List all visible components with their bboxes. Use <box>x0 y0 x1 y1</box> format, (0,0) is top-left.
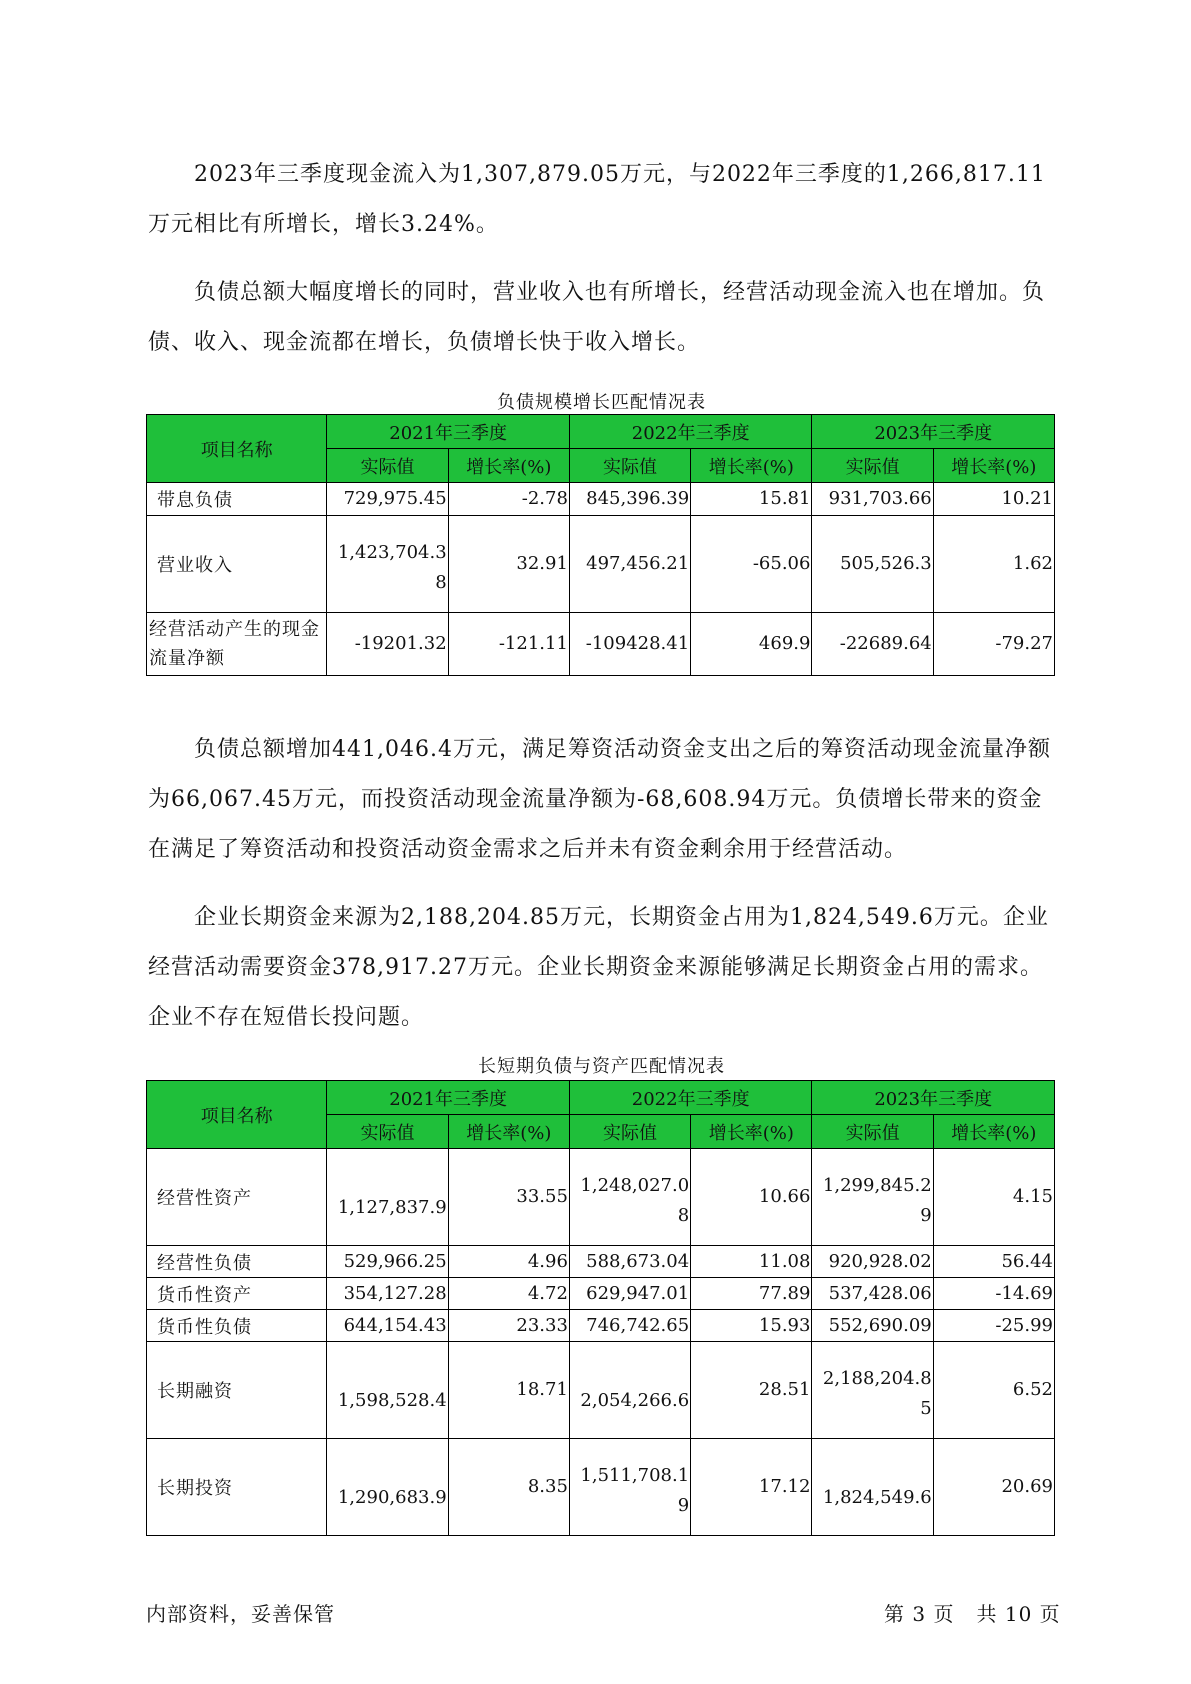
header-growth: 增长率(%) <box>448 1115 569 1149</box>
cell: 6.52 <box>933 1342 1054 1439</box>
table-row <box>147 483 1055 516</box>
cell: 1,248,027.08 <box>569 1149 690 1246</box>
row-label: 货币性资产 <box>147 1278 327 1310</box>
paragraph-long-term-funds: 企业长期资金来源为2,188,204.85万元，长期资金占用为1,824,549.6万元。企业经营活动需要资金378,917.27万元。企业长期资金来源能够满足长期资金占用的需求。企业不存在短借长投问题。 <box>148 905 1049 1030</box>
cell: 845,396.39 <box>569 483 690 516</box>
table-row <box>147 1278 1055 1310</box>
footer-page-number: 第 3 页 共 10 页 <box>884 1602 1061 1626</box>
header-2021: 2021年三季度 <box>327 415 570 449</box>
table-row <box>147 1149 1055 1246</box>
cell: 537,428.06 <box>812 1278 933 1310</box>
cell: 2,188,204.85 <box>812 1342 933 1439</box>
cell: 469.9 <box>691 613 812 676</box>
cell: 4.96 <box>448 1246 569 1278</box>
cell: 1,423,704.38 <box>327 516 448 613</box>
cell: 1,598,528.4 <box>327 1342 448 1439</box>
cell: 529,966.25 <box>327 1246 448 1278</box>
cell: 746,742.65 <box>569 1310 690 1342</box>
cell: 1,824,549.6 <box>812 1439 933 1536</box>
table-row <box>147 1246 1055 1278</box>
cell: -2.78 <box>448 483 569 516</box>
header-actual: 实际值 <box>812 1115 933 1149</box>
header-growth: 增长率(%) <box>448 449 569 483</box>
row-label: 经营性资产 <box>147 1149 327 1246</box>
header-actual: 实际值 <box>327 449 448 483</box>
header-2022: 2022年三季度 <box>569 1081 812 1115</box>
cell: 20.69 <box>933 1439 1054 1536</box>
table2-caption: 长短期负债与资产匹配情况表 <box>478 1056 725 1077</box>
cell: 4.15 <box>933 1149 1054 1246</box>
cell: 931,703.66 <box>812 483 933 516</box>
header-item-name: 项目名称 <box>147 415 327 483</box>
table-row <box>147 1310 1055 1342</box>
header-2023: 2023年三季度 <box>812 415 1055 449</box>
cell: 644,154.43 <box>327 1310 448 1342</box>
cell: 505,526.3 <box>812 516 933 613</box>
table-row <box>147 516 1055 613</box>
header-growth: 增长率(%) <box>691 449 812 483</box>
cell: -25.99 <box>933 1310 1054 1342</box>
cell: 1,299,845.29 <box>812 1149 933 1246</box>
cell: 1,511,708.19 <box>569 1439 690 1536</box>
cell: 15.81 <box>691 483 812 516</box>
cell: 28.51 <box>691 1342 812 1439</box>
cell: 552,690.09 <box>812 1310 933 1342</box>
row-label: 长期投资 <box>147 1439 327 1536</box>
cell: 10.21 <box>933 483 1054 516</box>
table1-caption: 负债规模增长匹配情况表 <box>497 392 706 413</box>
header-growth: 增长率(%) <box>933 1115 1054 1149</box>
row-label: 带息负债 <box>147 483 327 516</box>
header-item-name: 项目名称 <box>147 1081 327 1149</box>
debt-scale-table <box>146 414 1055 676</box>
asset-liability-table <box>146 1080 1055 1536</box>
cell: 497,456.21 <box>569 516 690 613</box>
cell: 920,928.02 <box>812 1246 933 1278</box>
cell: -19201.32 <box>327 613 448 676</box>
cell: -121.11 <box>448 613 569 676</box>
cell: 17.12 <box>691 1439 812 1536</box>
cell: 354,127.28 <box>327 1278 448 1310</box>
row-label: 长期融资 <box>147 1342 327 1439</box>
row-label: 经营活动产生的现金流量净额 <box>147 613 327 676</box>
cell: 33.55 <box>448 1149 569 1246</box>
header-2022: 2022年三季度 <box>569 415 812 449</box>
paragraph-financing: 负债总额增加441,046.4万元，满足筹资活动资金支出之后的筹资活动现金流量净额为66,067.45万元，而投资活动现金流量净额为-68,608.94万元。负债增长带来的资金在满足了筹资活动和投资活动资金需求之后并未有资金剩余用于经营活动。 <box>148 737 1051 862</box>
table-row <box>147 613 1055 676</box>
header-actual: 实际值 <box>327 1115 448 1149</box>
cell: 18.71 <box>448 1342 569 1439</box>
cell: 1.62 <box>933 516 1054 613</box>
paragraph-debt-growth: 负债总额大幅度增长的同时，营业收入也有所增长，经营活动现金流入也在增加。负债、收入、现金流都在增长，负债增长快于收入增长。 <box>148 280 1046 355</box>
cell: 10.66 <box>691 1149 812 1246</box>
table-row <box>147 1439 1055 1536</box>
cell: 629,947.01 <box>569 1278 690 1310</box>
header-growth: 增长率(%) <box>691 1115 812 1149</box>
cell: 588,673.04 <box>569 1246 690 1278</box>
row-label: 货币性负债 <box>147 1310 327 1342</box>
cell: 4.72 <box>448 1278 569 1310</box>
row-label: 营业收入 <box>147 516 327 613</box>
cell: 77.89 <box>691 1278 812 1310</box>
header-2021: 2021年三季度 <box>327 1081 570 1115</box>
cell: -14.69 <box>933 1278 1054 1310</box>
header-actual: 实际值 <box>812 449 933 483</box>
header-actual: 实际值 <box>569 1115 690 1149</box>
table-row <box>147 1342 1055 1439</box>
cell: 15.93 <box>691 1310 812 1342</box>
cell: 56.44 <box>933 1246 1054 1278</box>
cell: 1,290,683.9 <box>327 1439 448 1536</box>
cell: 2,054,266.6 <box>569 1342 690 1439</box>
cell: 1,127,837.9 <box>327 1149 448 1246</box>
cell: -79.27 <box>933 613 1054 676</box>
cell: 11.08 <box>691 1246 812 1278</box>
paragraph-cash-inflow: 2023年三季度现金流入为1,307,879.05万元，与2022年三季度的1,266,817.11万元相比有所增长，增长3.24%。 <box>148 162 1046 237</box>
header-actual: 实际值 <box>569 449 690 483</box>
cell: -22689.64 <box>812 613 933 676</box>
cell: 23.33 <box>448 1310 569 1342</box>
cell: -109428.41 <box>569 613 690 676</box>
cell: -65.06 <box>691 516 812 613</box>
header-growth: 增长率(%) <box>933 449 1054 483</box>
cell: 32.91 <box>448 516 569 613</box>
header-2023: 2023年三季度 <box>812 1081 1055 1115</box>
row-label: 经营性负债 <box>147 1246 327 1278</box>
cell: 8.35 <box>448 1439 569 1536</box>
cell: 729,975.45 <box>327 483 448 516</box>
footer-confidential-note: 内部资料，妥善保管 <box>146 1602 335 1626</box>
